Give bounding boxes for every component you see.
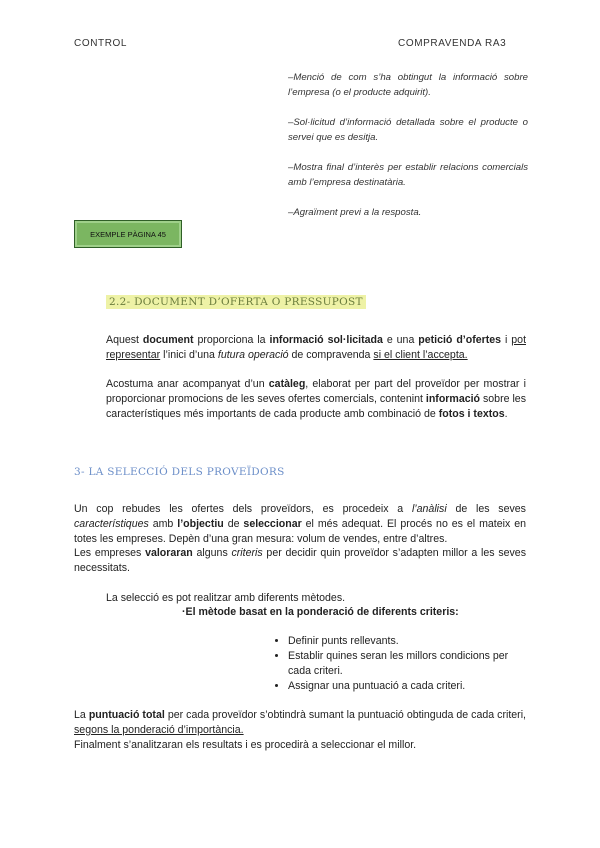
section-3-paragraph-4: La puntuació total per cada proveïdor s’obtindrà sumant la puntuació obtinguda de cada criteri, segons la ponderació d’importància. (74, 709, 527, 736)
list-item: • Definir punts rellevants. (288, 634, 528, 649)
method-title: ·El mètode basat en la ponderació de diferents criteris: (182, 606, 459, 618)
section-3-paragraph-5: Finalment s’analitzaran els resultats i es procedirà a seleccionar el millor. (74, 739, 417, 751)
section-2-2-paragraph-1: Aquest document proporciona la informació sol·licitada e una petició d’ofertes i pot representar l’inici d’una futura operació de compravenda si el client l’accepta. (106, 334, 527, 361)
section-3-heading: 3- LA SELECCIÓ DELS PROVEÏDORS (74, 466, 285, 478)
section-3-paragraph-1: Un cop rebudes les ofertes dels proveïdors, es procedeix a l’anàlisi de les seves característiques amb l’objectiu de seleccionar el més adequat. El procés no es el mateix en totes les empreses. Depèn d’una gran mesura: volum de vendes, entre d’altres. (74, 503, 526, 545)
example-page-button[interactable]: EXEMPLE PÀGINA 45 (74, 220, 182, 248)
italic-item: –Agraïment previ a la resposta. (288, 207, 422, 218)
italic-item: –Menció de com s’ha obtingut la informació sobre l’empresa (o el producte adquirit). (288, 72, 528, 98)
section-2-2-paragraph-2: Acostuma anar acompanyat d’un catàleg, elaborat per part del proveïdor per mostrar i proporcionar promocions de les seves ofertes comercials, contenint informació sobre les característiques més importants de cada producte amb combinació de fotos i textos. (106, 378, 526, 420)
section-3-paragraph-2: Les empreses valoraran alguns criteris per decidir quin proveïdor s’adapten millor a les seves necessitats. (74, 547, 526, 574)
section-2-2-heading: 2.2- DOCUMENT D’OFERTA O PRESSUPOST (106, 295, 366, 309)
header-left: CONTROL (74, 38, 128, 49)
section-3-paragraph-3: La selecció es pot realitzar amb diferents mètodes. (106, 592, 346, 604)
list-item: • Assignar una puntuació a cada criteri. (288, 679, 528, 694)
list-item: • Establir quines seran les millors condicions per cada criteri. (288, 649, 528, 679)
italic-item: –Sol·licitud d’informació detallada sobre el producte o servei que es desitja. (288, 117, 528, 143)
criteria-list (268, 634, 528, 694)
header-right: COMPRAVENDA RA3 (398, 38, 507, 49)
italic-item: –Mostra final d’interès per establir relacions comercials amb l’empresa destinatària. (288, 162, 528, 188)
italic-list (288, 70, 528, 220)
